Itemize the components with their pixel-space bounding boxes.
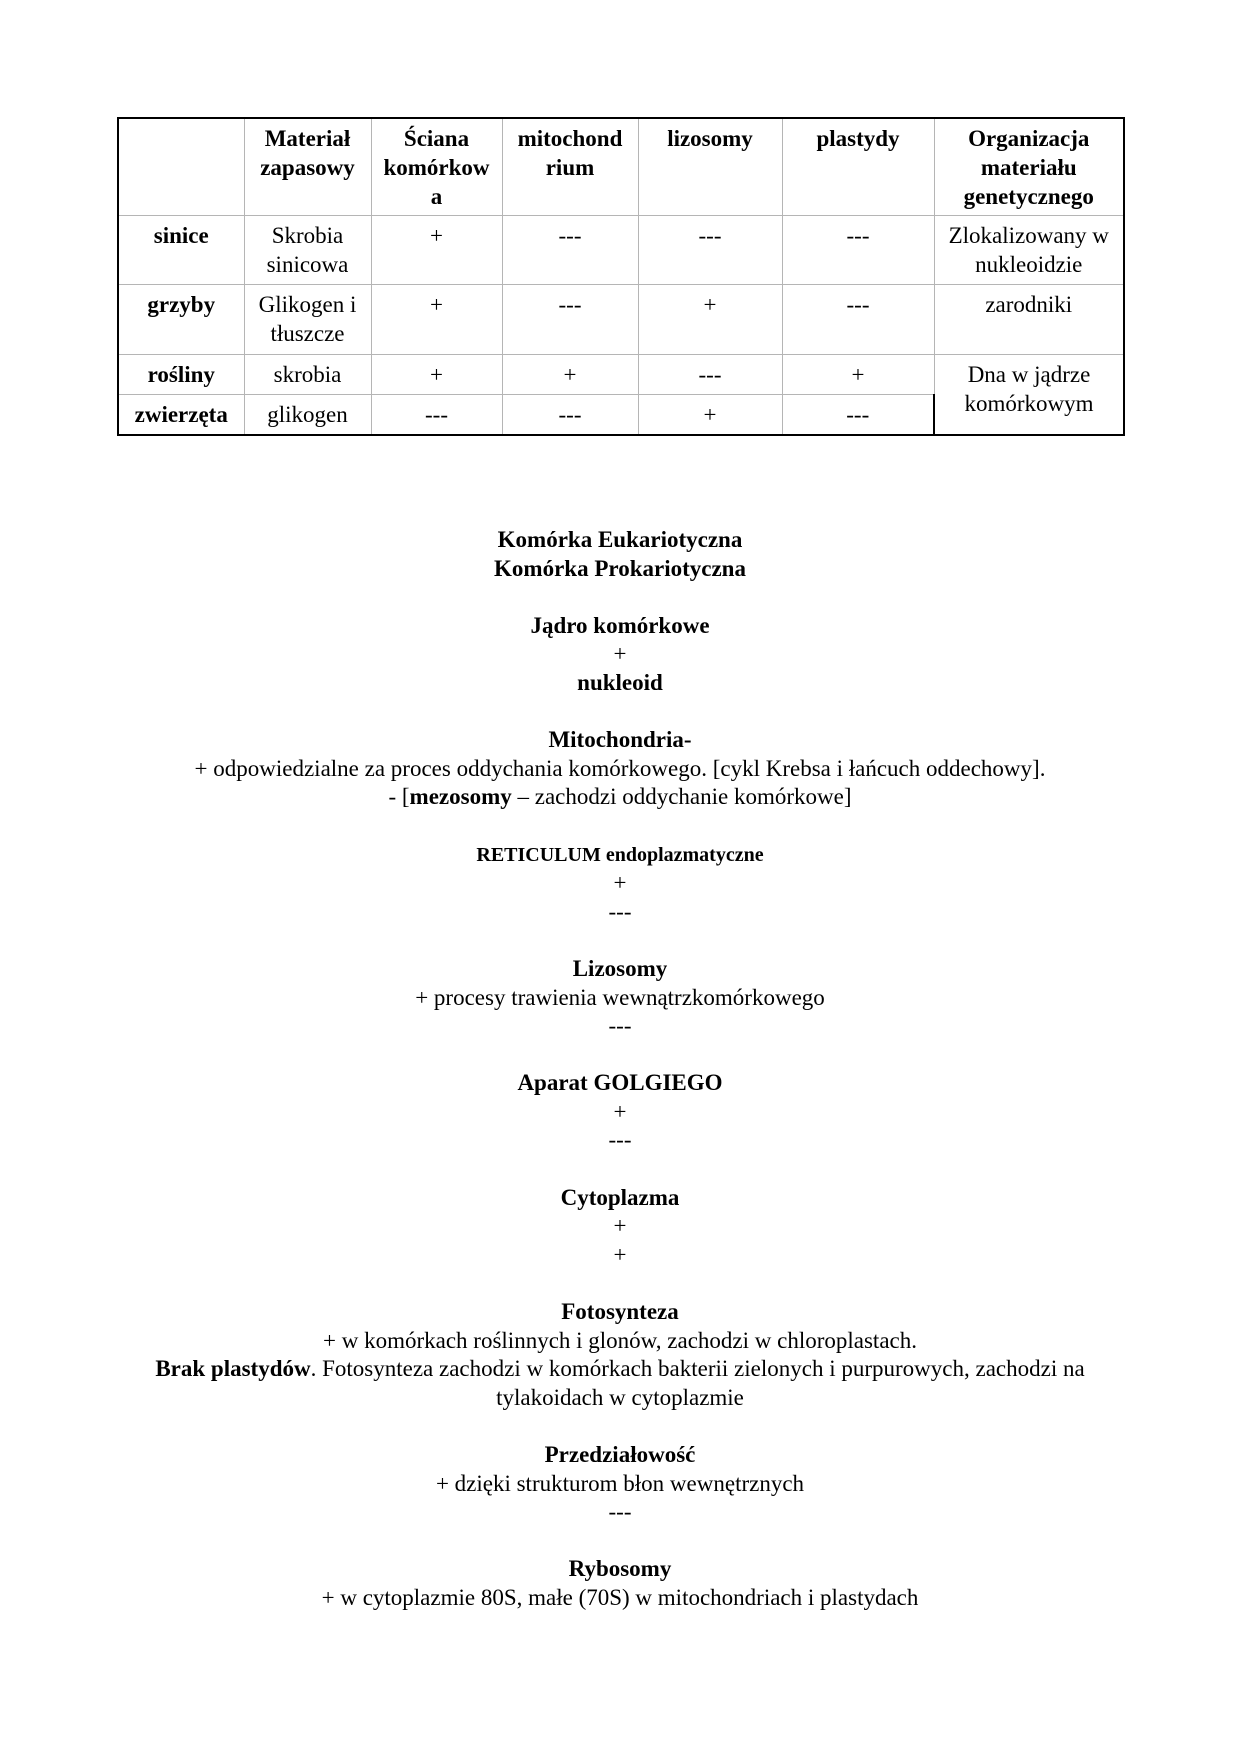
- lysosomes-prokaryotic: ---: [608, 1013, 632, 1039]
- header-mitochondrium: mitochond rium: [502, 118, 638, 216]
- row-label: sinice: [118, 216, 244, 285]
- section-title-lysosomes: Lizosomy: [572, 955, 668, 981]
- mitochondria-prokaryotic: - [mezosomy – zachodzi oddychanie komórkowe]: [388, 784, 852, 810]
- header-cell-wall: Ściana komórkow a: [371, 118, 502, 216]
- no-plastids-term: Brak plastydów: [155, 1356, 311, 1382]
- ribosomes-eukaryotic: + w cytoplazmie 80S, małe (70S) w mitochondriach i plastydach: [321, 1584, 919, 1610]
- mitochondria-eukaryotic: + odpowiedzialne za proces oddychania komórkowego. [cykl Krebsa i łańcuch oddechowy].: [194, 755, 1046, 781]
- heading-prokaryotic: Komórka Prokariotyczna: [494, 555, 746, 581]
- section-title-ribosomes: Rybosomy: [568, 1556, 672, 1582]
- golgi-prokaryotic: ---: [608, 1127, 632, 1153]
- table-cell: +: [371, 355, 502, 395]
- section-title-cytoplasm: Cytoplazma: [560, 1184, 680, 1210]
- section-title-golgi: Aparat GOLGIEGO: [517, 1070, 723, 1096]
- table-cell: ---: [782, 395, 934, 435]
- mesosomes-term: mezosomy: [409, 784, 512, 810]
- table-cell: +: [638, 395, 782, 435]
- table-cell: +: [502, 355, 638, 395]
- cytoplasm-eukaryotic: +: [613, 1213, 627, 1239]
- table-cell: zarodniki: [934, 285, 1124, 355]
- table-cell: +: [371, 285, 502, 355]
- table-cell-merged: Dna w jądrze komórkowym: [934, 355, 1124, 435]
- header-cell-empty: [118, 118, 244, 216]
- row-label: grzyby: [118, 285, 244, 355]
- row-label: zwierzęta: [118, 395, 244, 435]
- table-cell: Skrobia sinicowa: [244, 216, 371, 285]
- table-cell: skrobia: [244, 355, 371, 395]
- table-row: [118, 355, 1124, 395]
- comparison-table: [117, 117, 1125, 436]
- comparison-text: [117, 526, 1123, 1613]
- table-cell: ---: [638, 216, 782, 285]
- table-cell: +: [371, 216, 502, 285]
- section-title-compartments: Przedziałowość: [544, 1442, 696, 1467]
- compartments-prokaryotic: ---: [608, 1499, 632, 1525]
- table-cell: ---: [502, 216, 638, 285]
- table-cell: ---: [502, 395, 638, 435]
- table-cell: ---: [782, 285, 934, 355]
- header-lysosomes: lizosomy: [638, 118, 782, 216]
- header-plastids: plastydy: [782, 118, 934, 216]
- table-cell: ---: [371, 395, 502, 435]
- table-cell: glikogen: [244, 395, 371, 435]
- compartments-eukaryotic: + dzięki strukturom błon wewnętrznych: [435, 1470, 805, 1496]
- row-label: rośliny: [118, 355, 244, 395]
- nucleus-prokaryotic: nukleoid: [577, 669, 663, 695]
- section-title-reticulum: RETICULUM endoplazmatyczne: [476, 843, 764, 866]
- golgi-eukaryotic: +: [613, 1098, 627, 1124]
- table-cell: +: [782, 355, 934, 395]
- reticulum-prokaryotic: ---: [608, 898, 632, 924]
- section-title-photosynthesis: Fotosynteza: [561, 1299, 679, 1325]
- header-genetic-org: Organizacja materiału genetycznego: [934, 118, 1124, 216]
- table-cell: ---: [638, 355, 782, 395]
- table-cell: Zlokalizowany w nukleoidzie: [934, 216, 1124, 285]
- table-cell: Glikogen i tłuszcze: [244, 285, 371, 355]
- table-cell: ---: [502, 285, 638, 355]
- section-title-mitochondria: Mitochondria-: [548, 727, 692, 753]
- heading-eukaryotic: Komórka Eukariotyczna: [497, 527, 743, 552]
- reticulum-eukaryotic: +: [613, 870, 627, 896]
- photosynthesis-prokaryotic: Brak plastydów. Fotosynteza zachodzi w komórkach bakterii zielonych i purpurowych, zachodzi na tylakoidach w cytoplazmie: [155, 1356, 1085, 1410]
- photosynthesis-eukaryotic: + w komórkach roślinnych i glonów, zachodzi w chloroplastach.: [323, 1327, 917, 1353]
- table-cell: +: [638, 285, 782, 355]
- nucleus-eukaryotic: +: [613, 641, 627, 667]
- table-row: [118, 216, 1124, 285]
- lysosomes-eukaryotic: + procesy trawienia wewnątrzkomórkowego: [415, 984, 825, 1010]
- header-material: Materiał zapasowy: [244, 118, 371, 216]
- table-cell: ---: [782, 216, 934, 285]
- section-title-nucleus: Jądro komórkowe: [530, 612, 710, 638]
- table-header-row: [118, 118, 1124, 216]
- table-row: [118, 285, 1124, 355]
- cytoplasm-prokaryotic: +: [613, 1241, 627, 1267]
